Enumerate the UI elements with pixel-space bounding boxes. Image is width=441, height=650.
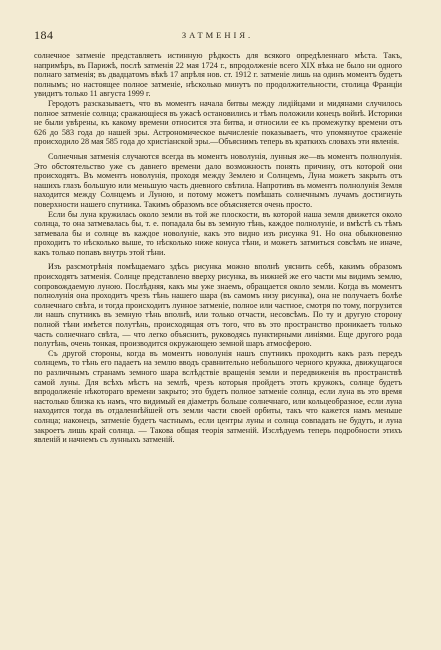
paragraph: Геродотъ разсказываетъ, что въ моментъ начала битвы между лидійцами и мидянами случилось полное затменіе солнца; сражающіеся въ ужасѣ остановились и тѣмъ положили конецъ войнѣ. Историки не были увѣрены, къ какому времени относится эта битва, и относили ее къ промежутку времени отъ 626 до 583 года до нашей эры. Астрономическое вычисленіе показываетъ, что упомянутое сраженіе происходило 28 мая 585 года до христіанской эры.—Объяснимъ теперь въ краткихъ словахъ эти явленія. xyxy=(34,98,402,147)
paragraph: Солнечныя затменія случаются всегда въ моментъ новолунія, лунныя же—въ моментъ полнолунія. Это обстоятельство уже съ давнего времени дало возможность понять причину, отъ которой они происходятъ. Въ моментъ новолунія, проходя между Землею и Солнцемъ, Луна можетъ закрыть отъ нашихъ глазъ большую или меньшую часть дневного свѣтила. Напротивъ въ моментъ полнолунія Земля находится между Солнцемъ и Луною, и потому можетъ помѣшать солнечнымъ лучамъ достигнуть поверхности нашего спутника. Такимъ образомъ все объясняется очень просто. xyxy=(34,151,402,209)
paragraph: Съ другой стороны, когда въ моментъ новолунія нашъ спутникъ проходитъ какъ разъ передъ солнцемъ, то тѣнь его падаетъ на землю вводъ сравнительно небольшого черного кружка, движущагося по различнымъ странамъ земного шара вслѣдствіе вращенія земли и передвиженія въ пространствѣ самой луны. Для всѣхъ мѣстъ на землѣ, чрезъ которыя пройдетъ этотъ кружокъ, солнце будетъ впродолженіе нѣкотораго времени закрыто; это будетъ полное затменіе солнца, если луна въ это время настолько близка къ намъ, что видимый ея діаметръ больше солнечнаго, или кольцеобразное, если луна находится тогда въ отдаленнѣйшей отъ земли части своей орбиты, такъ что кажется намъ меньше солнца; наконецъ, затменіе будетъ частнымъ, если центры луны и солнца совпадать не будутъ, и луна закроетъ лишь край солнца. — Такова общая теорія затменій. Изслѣдуемъ теперь подробности этихъ явленій и начнемъ съ лунныхъ затменій. xyxy=(34,348,402,445)
running-title: ЗАТМЕНІЯ. xyxy=(181,30,254,40)
page-header xyxy=(34,28,401,42)
paragraph: Если бы луна кружилась около земли въ той же плоскости, въ которой наша земля движется около солнца, то она затмевалась бы, т. е. попадала бы въ земную тѣнь, каждое полнолуніе, и вмѣстѣ съ тѣмъ затмевала бы и солнце въ каждое новолуніе, какъ это видно изъ рисунка 91. Но она обыкновенно проходитъ то нѣсколько выше, то нѣсколько ниже конуса тѣни, и можетъ затмиться совсѣмъ не иначе, какъ только попавъ внутрь этой тѣни. xyxy=(34,209,402,257)
page-number: 184 xyxy=(34,28,54,42)
paragraph: Изъ разсмотрѣнія помѣщаемаго здѣсь рисунка можно вполнѣ уяснить себѣ, какимъ образомъ происходятъ затменія. Солнце представлено вверху рисунка, въ нижней же его части мы видимъ землю, сопровождаемую луною. Послѣдняя, какъ мы уже знаемъ, обращается около земли. Когда въ моментъ полнолунія она проходитъ чрезъ тѣнь нашего шара (въ самомъ низу рисунка), она не получаетъ болѣе солнечнаго свѣта, и тогда происходитъ лунное затменіе, полное или частное, смотря по тому, погрузится ли нашъ спутникъ въ земную тѣнь вполнѣ, или только отчасти, несовсѣмъ. По ту и другую сторону полной тѣни имѣется полутѣнь, происходящая отъ того, что въ это пространство проникаетъ только часть солнечнаго свѣта, — что легко объяснить, руководясь пунктирными линіями. Еще другого рода полутѣнь, очень тонкая, производится окружающею земной шаръ атмосферою. xyxy=(34,262,402,349)
paragraph: солнечное затменіе представляетъ истинную рѣдкость для всякого опредѣленнаго мѣста. Такъ, напримѣръ, въ Парижѣ, послѣ затменія 22 мая 1724 г., впродолженіе всего XIX вѣка не было ни одного полнаго затменія; въ двадцатомъ вѣкѣ 17 апрѣля нов. ст. 1912 г. затменіе лишь на одинъ моментъ будетъ полнымъ; но настоящее полное затменіе, нѣсколько минутъ по продолжительности, столица Франціи увидитъ только 11 августа 1999 г. xyxy=(34,51,402,99)
body-text xyxy=(34,51,402,445)
